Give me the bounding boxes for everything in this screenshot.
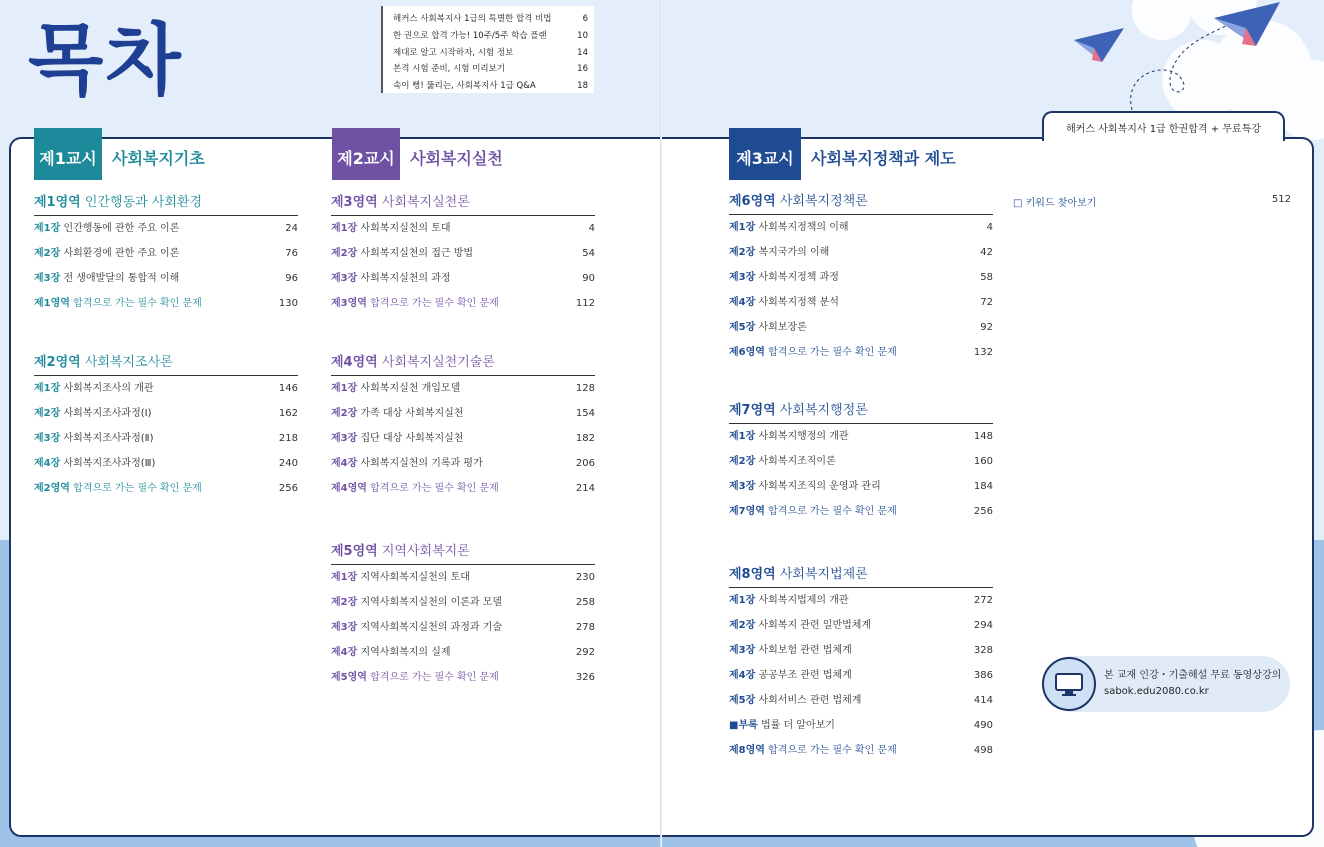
period-2-badge: 제2교시 [332, 128, 400, 180]
section-7 [729, 400, 993, 524]
period-3-badge: 제3교시 [729, 128, 801, 180]
toc-entry[interactable]: 제2장 사회복지조직이론 160 [729, 456, 993, 467]
section-6 [729, 191, 993, 365]
toc-entry-review[interactable]: 제7영역 합격으로 가는 필수 확인 문제 256 [729, 506, 993, 517]
toc-entry[interactable]: 제1장 사회복지정책의 이해 4 [729, 222, 993, 233]
toc-entry[interactable]: 제5장 사회서비스 관련 법체계 414 [729, 695, 993, 706]
toc-entry[interactable]: 제1장 사회복지실천 개입모델 128 [331, 383, 595, 394]
toc-entry-review[interactable]: 제2영역 합격으로 가는 필수 확인 문제 256 [34, 483, 298, 494]
intro-toc-row[interactable]: 속이 뻥! 뚫리는, 사회복지사 1급 Q&A 18 [393, 81, 588, 92]
toc-entry[interactable]: 제4장 사회복지정책 분석 72 [729, 297, 993, 308]
toc-entry[interactable]: 제3장 사회복지정책 과정 58 [729, 272, 993, 283]
toc-entry[interactable]: 제1장 사회복지행정의 개관 148 [729, 431, 993, 442]
toc-entry[interactable]: 제4장 사회복지실천의 기록과 평가 206 [331, 458, 595, 469]
section-3 [331, 192, 595, 316]
paper-plane-icon [1074, 28, 1124, 62]
toc-entry[interactable]: 제3장 지역사회복지실천의 과정과 기술 278 [331, 622, 595, 633]
toc-entry[interactable]: 제3장 사회복지조사과정(Ⅱ) 218 [34, 433, 298, 444]
intro-toc-row[interactable]: 제대로 알고 시작하자, 시험 정보 14 [393, 47, 588, 58]
toc-entry[interactable]: 제2장 지역사회복지실천의 이론과 모델 258 [331, 597, 595, 608]
page-title: 목차 [28, 16, 183, 106]
monitor-icon [1042, 657, 1096, 711]
toc-entry[interactable]: 제1장 지역사회복지실천의 토대 230 [331, 572, 595, 583]
period-1-name: 사회복지기초 [112, 148, 205, 168]
toc-entry[interactable]: 제4장 공공부조 관련 법체계 386 [729, 670, 993, 681]
toc-entry[interactable]: 제2장 복지국가의 이해 42 [729, 247, 993, 258]
section-title[interactable]: 제6영역 사회복지정책론 [729, 191, 993, 215]
promo-url[interactable]: sabok.edu2080.co.kr [1104, 686, 1209, 697]
section-title[interactable]: 제7영역 사회복지행정론 [729, 400, 993, 424]
toc-entry[interactable]: 제3장 전 생애발달의 통합적 이해 96 [34, 273, 298, 284]
promo-line-1: 본 교재 인강・기출해설 무료 동영상강의 [1104, 670, 1282, 681]
toc-entry[interactable]: 제4장 지역사회복지의 실제 292 [331, 647, 595, 658]
intro-toc [381, 6, 594, 93]
toc-entry[interactable]: 제1장 사회복지조사의 개관 146 [34, 383, 298, 394]
section-4 [331, 352, 595, 501]
period-2-header [332, 128, 503, 180]
toc-entry[interactable]: 제2장 사회복지 관련 일반법체계 294 [729, 620, 993, 631]
toc-entry[interactable]: 제2장 사회환경에 관한 주요 이론 76 [34, 248, 298, 259]
toc-entry[interactable]: 제2장 가족 대상 사회복지실천 154 [331, 408, 595, 419]
toc-entry[interactable]: 제2장 사회복지조사과정(Ⅰ) 162 [34, 408, 298, 419]
toc-entry-review[interactable]: 제3영역 합격으로 가는 필수 확인 문제 112 [331, 298, 595, 309]
keyword-index-entry[interactable] [1013, 194, 1291, 209]
toc-entry[interactable]: 제3장 사회복지조직의 운영과 관리 184 [729, 481, 993, 492]
toc-entry[interactable]: 제5장 사회보장론 92 [729, 322, 993, 333]
toc-entry-review[interactable]: 제4영역 합격으로 가는 필수 확인 문제 214 [331, 483, 595, 494]
book-tab: 해커스 사회복지사 1급 한권합격 + 무료특강 [1042, 111, 1285, 141]
period-3-name: 사회복지정책과 제도 [811, 148, 956, 168]
section-title[interactable]: 제3영역 사회복지실천론 [331, 192, 595, 216]
right-page [662, 0, 1324, 847]
period-1-badge: 제1교시 [34, 128, 102, 180]
intro-toc-row[interactable]: 해커스 사회복지사 1급의 특별한 합격 비법 6 [393, 14, 588, 24]
toc-entry-appendix[interactable]: ■부록 법률 더 알아보기 490 [729, 720, 993, 731]
intro-toc-row[interactable]: 본격 시험 준비, 시험 미리보기 16 [393, 64, 588, 75]
toc-entry[interactable]: 제3장 집단 대상 사회복지실천 182 [331, 433, 595, 444]
keyword-index-label: □ 키워드 찾아보기 [1013, 198, 1097, 209]
keyword-index-page: 512 [1271, 194, 1291, 205]
section-title[interactable]: 제5영역 지역사회복지론 [331, 541, 595, 565]
period-3-header [729, 128, 956, 180]
toc-entry[interactable]: 제1장 사회복지실천의 토대 4 [331, 223, 595, 234]
promo-text [1104, 668, 1281, 700]
section-2 [34, 352, 298, 501]
lecture-promo[interactable] [1044, 656, 1290, 712]
toc-entry[interactable]: 제3장 사회복지실천의 과정 90 [331, 273, 595, 284]
toc-entry[interactable]: 제4장 사회복지조사과정(Ⅲ) 240 [34, 458, 298, 469]
section-title[interactable]: 제1영역 인간행동과 사회환경 [34, 192, 298, 216]
toc-entry[interactable]: 제3장 사회보험 관련 법체계 328 [729, 645, 993, 656]
toc-entry[interactable]: 제2장 사회복지실천의 접근 방법 54 [331, 248, 595, 259]
section-title[interactable]: 제4영역 사회복지실천기술론 [331, 352, 595, 376]
toc-entry-review[interactable]: 제6영역 합격으로 가는 필수 확인 문제 132 [729, 347, 993, 358]
section-1 [34, 192, 298, 316]
intro-toc-row[interactable]: 한 권으로 합격 가능! 10주/5주 학습 플랜 10 [393, 30, 588, 41]
toc-entry-review[interactable]: 제1영역 합격으로 가는 필수 확인 문제 130 [34, 298, 298, 309]
period-1-header [34, 128, 205, 180]
period-2-name: 사회복지실천 [410, 148, 503, 168]
section-8 [729, 564, 993, 763]
toc-entry[interactable]: 제1장 사회복지법제의 개관 272 [729, 595, 993, 606]
toc-entry-review[interactable]: 제5영역 합격으로 가는 필수 확인 문제 326 [331, 672, 595, 683]
toc-entry[interactable]: 제1장 인간행동에 관한 주요 이론 24 [34, 223, 298, 234]
toc-entry-review[interactable]: 제8영역 합격으로 가는 필수 확인 문제 498 [729, 745, 993, 756]
section-5 [331, 541, 595, 690]
left-page [0, 0, 661, 847]
section-title[interactable]: 제2영역 사회복지조사론 [34, 352, 298, 376]
section-title[interactable]: 제8영역 사회복지법제론 [729, 564, 993, 588]
